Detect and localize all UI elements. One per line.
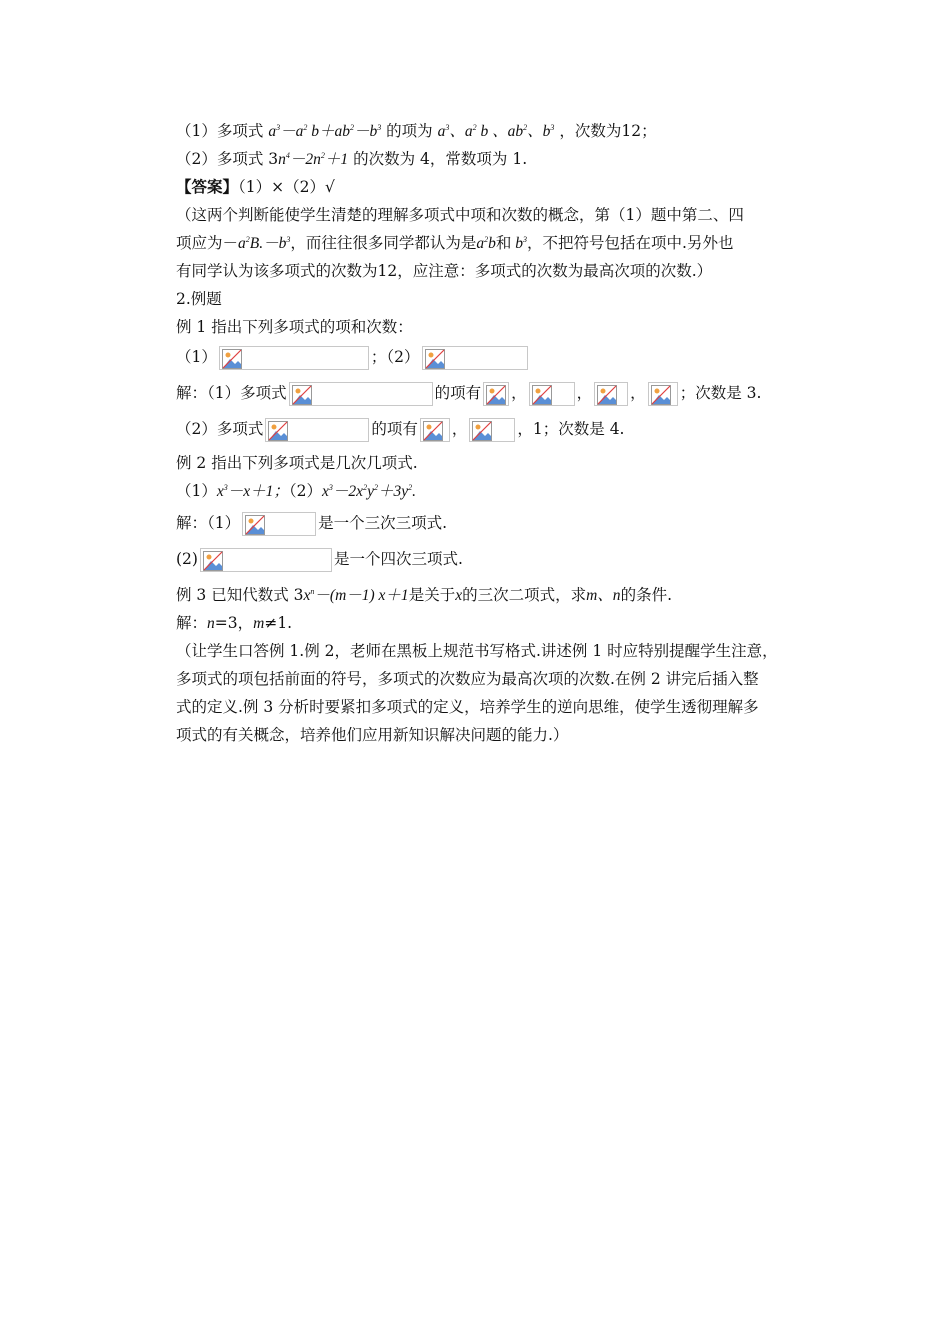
section-heading: 2.例题	[176, 290, 222, 308]
broken-image-icon	[483, 382, 509, 406]
line-1: （1）多项式 $a^3-a^2$ $b+ab^2-b^3$ 的项为 $a^3$、$a^2$ b 、$ab^2$、$b^3$ ，次数为12；	[176, 122, 657, 140]
line-2: （2）多项式 $3n^4-2n^2+1$ 的次数为 4，常数项为 1.	[176, 150, 528, 168]
broken-image-icon	[200, 548, 332, 572]
example-2-heading: 例 2 指出下列多项式是几次几项式.	[176, 454, 418, 472]
broken-image-icon	[594, 382, 628, 406]
paragraph-line-1: （让学生口答例 1.例 2，老师在黑板上规范书写格式.讲述例 1 时应特别提醒学生注意，	[176, 642, 778, 660]
broken-image-icon	[422, 346, 528, 370]
example-2-questions: $(1)x^3-x+1$；$(2)x^3-2x^2y^2+3y^2$.	[176, 482, 416, 500]
solution-2: （2）多项式 的项有 ， ，1；次数是 4.	[176, 418, 624, 442]
polynomial-1: $a^3-a^2$ $b+ab^2-b^3$	[268, 123, 382, 140]
paragraph-line-4: 项式的有关概念，培养他们应用新知识解决问题的能力.）	[176, 726, 569, 744]
solution-5: 解：n=3，m≠1.	[176, 614, 293, 632]
paragraph-line-2: 多项式的项包括前面的符号，多项式的次数应为最高次项的次数.在例 2 讲完后插入整	[176, 670, 759, 688]
example-3-heading: 例 3 已知代数式 $3x^n-(m-1)$ x＋1是关于x的三次二项式，求m、n的条件.	[176, 586, 672, 604]
note-line-2: 项应为$-a^2B.-b^3$，而往往很多同学都认为是$a^2b$和 $b^3$，不把符号包括在项中.另外也	[176, 234, 734, 252]
broken-image-icon	[242, 512, 316, 536]
example-1-heading: 例 1 指出下列多项式的项和次数：	[176, 318, 413, 336]
answer-line	[176, 176, 335, 198]
example-1-questions: （1） ；（2）	[176, 346, 530, 370]
broken-image-icon	[289, 382, 433, 406]
note-line-3: 有同学认为该多项式的次数为12，应注意：多项式的次数为最高次项的次数.）	[176, 262, 713, 280]
solution-1: 解：（1）多项式 的项有 ， ， ， ；次数是 3.	[176, 382, 761, 406]
broken-image-icon	[529, 382, 575, 406]
broken-image-icon	[648, 382, 678, 406]
solution-3: 解：（1） 是一个三次三项式.	[176, 512, 447, 536]
note-line-1: （这两个判断能使学生清楚的理解多项式中项和次数的概念，第（1）题中第二、四	[176, 206, 744, 224]
broken-image-icon	[265, 418, 369, 442]
answer-value: （1）×（2）√	[238, 178, 335, 196]
paragraph-line-3: 式的定义.例 3 分析时要紧扣多项式的定义，培养学生的逆向思维，使学生透彻理解多	[176, 698, 759, 716]
terms-1: $a^3$、$a^2$ b 、$ab^2$、$b^3$	[437, 123, 555, 140]
polynomial-2: $n^4-2n^2+1$	[278, 151, 349, 168]
broken-image-icon	[219, 346, 369, 370]
solution-4: (2) 是一个四次三项式.	[176, 548, 463, 572]
answer-label: 【答案】	[176, 177, 239, 196]
broken-image-icon	[469, 418, 515, 442]
broken-image-icon	[420, 418, 450, 442]
